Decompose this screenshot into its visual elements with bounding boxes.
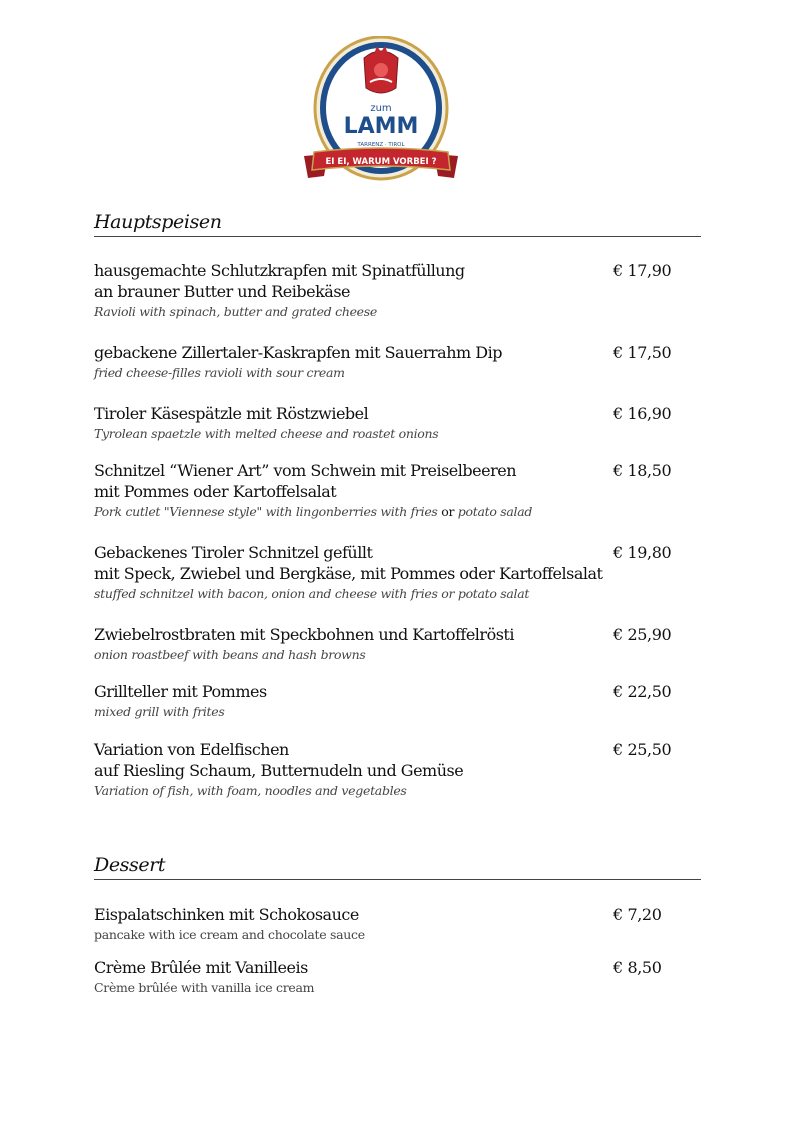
item-price: € 19,80 — [613, 543, 672, 562]
item-price: € 18,50 — [613, 461, 672, 480]
item-name-line2: mit Speck, Zwiebel und Bergkäse, mit Pommes oder Kartoffelsalat — [94, 564, 603, 583]
logo-banner-text: EI EI, WARUM VORBEI ? — [325, 157, 437, 167]
item-name: Schnitzel “Wiener Art” vom Schwein mit Preiselbeeren — [94, 461, 516, 480]
item-name: hausgemachte Schlutzkrapfen mit Spinatfüllung — [94, 261, 465, 280]
menu-item — [94, 260, 684, 321]
logo-location-text: TARRENZ · TIROL — [357, 142, 405, 148]
item-name: gebackene Zillertaler-Kaskrapfen mit Sauerrahm Dip — [94, 343, 502, 362]
item-price: € 25,50 — [613, 740, 672, 759]
item-price: € 7,20 — [613, 905, 662, 924]
item-name: Zwiebelrostbraten mit Speckbohnen und Kartoffelrösti — [94, 625, 514, 644]
menu-item — [94, 681, 684, 721]
item-price: € 17,90 — [613, 261, 672, 280]
menu-item — [94, 957, 684, 997]
menu-item — [94, 460, 684, 521]
item-name: Variation von Edelfischen — [94, 740, 289, 759]
section-title-dessert: Dessert — [94, 853, 701, 880]
item-description: Tyrolean spaetzle with melted cheese and roastet onions — [94, 426, 439, 441]
item-name-line2: an brauner Butter und Reibekäse — [94, 282, 350, 301]
item-name-line2: mit Pommes oder Kartoffelsalat — [94, 482, 337, 501]
item-name-line2: auf Riesling Schaum, Butternudeln und Gemüse — [94, 761, 464, 780]
item-description: mixed grill with frites — [94, 704, 225, 719]
item-description: onion roastbeef with beans and hash browns — [94, 647, 366, 662]
item-description: Variation of fish, with foam, noodles and vegetables — [94, 783, 407, 798]
item-name: Gebackenes Tiroler Schnitzel gefüllt — [94, 543, 373, 562]
item-name: Crème Brûlée mit Vanilleeis — [94, 958, 308, 977]
section-title-main: Hauptspeisen — [94, 210, 701, 237]
item-name: Eispalatschinken mit Schokosauce — [94, 905, 359, 924]
menu-item — [94, 342, 684, 382]
item-name: Tiroler Käsespätzle mit Röstzwiebel — [94, 404, 369, 423]
logo-name-text: LAMM — [343, 114, 419, 139]
menu-item — [94, 904, 684, 944]
item-description: Crème brûlée with vanilla ice cream — [94, 980, 315, 995]
item-name: Grillteller mit Pommes — [94, 682, 267, 701]
item-price: € 25,90 — [613, 625, 672, 644]
menu-item — [94, 624, 684, 664]
restaurant-logo — [300, 36, 462, 188]
menu-item — [94, 739, 684, 800]
item-price: € 22,50 — [613, 682, 672, 701]
item-description: stuffed schnitzel with bacon, onion and cheese with fries or potato salat — [94, 586, 530, 601]
item-description: fried cheese-filles ravioli with sour cream — [94, 365, 345, 380]
menu-item — [94, 542, 684, 603]
menu-item — [94, 403, 684, 443]
item-price: € 8,50 — [613, 958, 662, 977]
item-description: Pork cutlet "Viennese style" with lingonberries with fries or potato salad — [94, 504, 533, 519]
item-price: € 17,50 — [613, 343, 672, 362]
item-price: € 16,90 — [613, 404, 672, 423]
item-description: Ravioli with spinach, butter and grated cheese — [94, 304, 377, 319]
item-description: pancake with ice cream and chocolate sauce — [94, 927, 365, 942]
logo-top-text: zum — [370, 103, 392, 114]
